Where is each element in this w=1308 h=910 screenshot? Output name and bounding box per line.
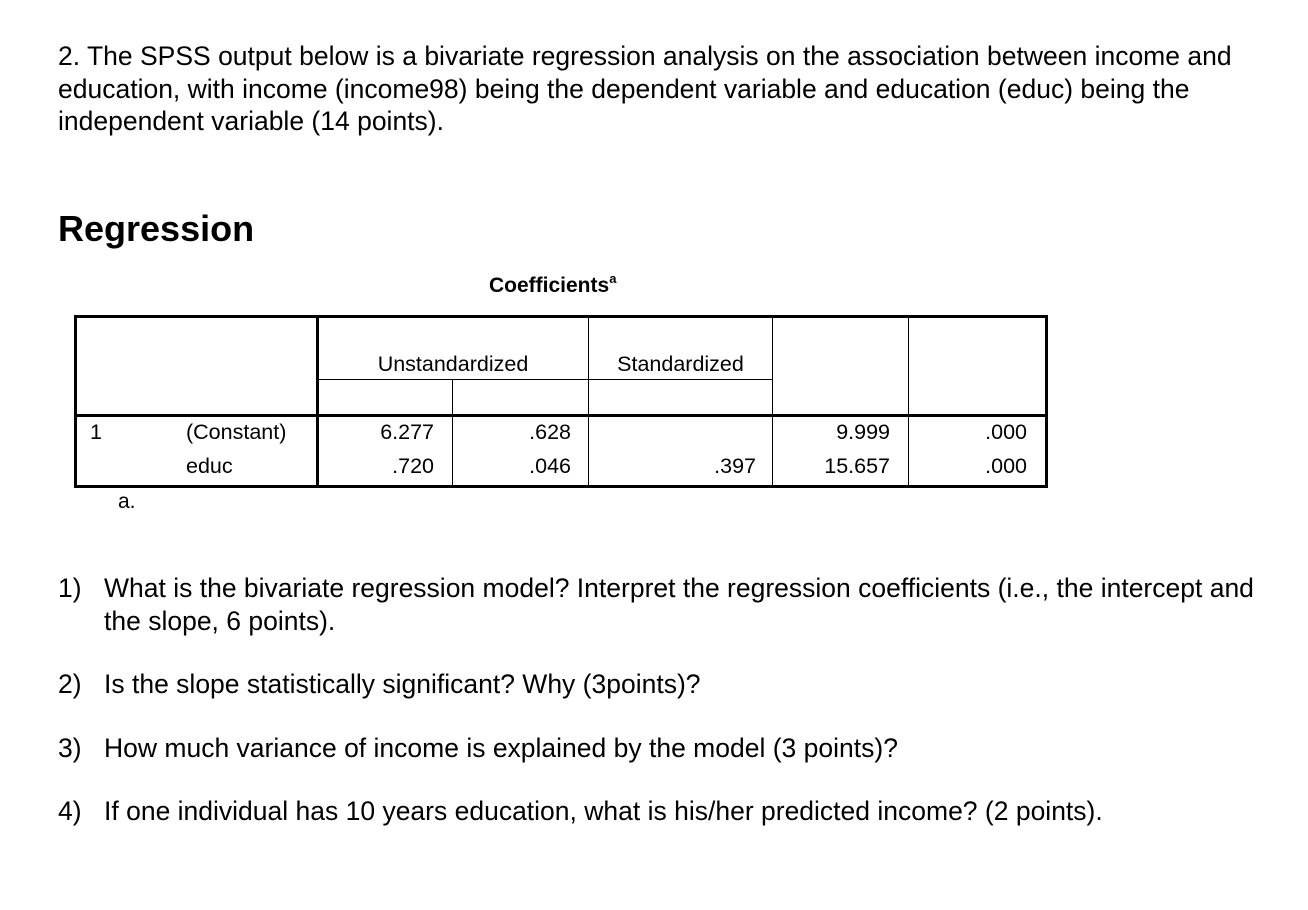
table-col-divider: [588, 315, 589, 487]
table-rowlabel-separator: [316, 315, 319, 488]
question-item: [58, 795, 1273, 828]
section-heading: Regression: [58, 208, 255, 249]
table-border-bottom: [74, 485, 1048, 488]
question-intro: 2. The SPSS output below is a bivariate regression analysis on the association between income and education, with income (income98) being the dependent variable and education (educ) being the independent variable (14 points).: [58, 41, 1232, 136]
table-subcol-divider: [452, 380, 453, 487]
row-model-number: 1: [90, 420, 102, 444]
header-standardized: Standardized: [617, 352, 744, 376]
cell-b-educ: .720: [392, 454, 434, 478]
question-item: [58, 668, 1273, 701]
cell-b-constant: 6.277: [380, 420, 434, 444]
table-col-divider: [908, 315, 909, 487]
cell-beta-constant: [590, 417, 756, 447]
question-text: Is the slope statistically significant? Why (3points)?: [104, 669, 701, 699]
table-title: [489, 272, 616, 298]
cell-t-educ: 15.657: [824, 454, 890, 478]
cell-t-constant: 9.999: [836, 420, 890, 444]
question-number: 1): [58, 573, 82, 603]
question-number: 4): [58, 796, 82, 826]
question-list: [58, 572, 1273, 859]
cell-std-error-educ: .046: [529, 454, 571, 478]
table-title-text: Coefficients: [489, 274, 610, 297]
cell-sig-educ: .000: [985, 454, 1027, 478]
table-footnote: a.: [118, 490, 136, 513]
cell-sig-constant: .000: [985, 420, 1027, 444]
table-col-divider: [772, 315, 773, 487]
header-unstandardized: Unstandardized: [377, 352, 529, 376]
table-header-subline: [318, 379, 773, 380]
table-border-top: [74, 315, 1048, 318]
question-text: If one individual has 10 years education, what is his/her predicted income? (2 points).: [104, 796, 1103, 826]
table-border-right: [1045, 315, 1048, 488]
row-variable-constant: (Constant): [186, 420, 287, 444]
question-text: How much variance of income is explained by the model (3 points)?: [104, 732, 898, 763]
question-number: 3): [58, 732, 82, 763]
question-item: [58, 732, 1273, 765]
cell-std-error-constant: .628: [529, 420, 571, 444]
row-variable-educ: educ: [186, 454, 233, 478]
table-title-footnote-marker: a: [609, 271, 617, 286]
table-border-left: [74, 315, 77, 488]
question-item: [58, 572, 1273, 637]
cell-beta-educ: .397: [714, 454, 756, 478]
question-text: What is the bivariate regression model? Interpret the regression coefficients (i.e., the intercept and the slope, 6 points).: [104, 573, 1254, 636]
question-number: 2): [58, 669, 82, 699]
